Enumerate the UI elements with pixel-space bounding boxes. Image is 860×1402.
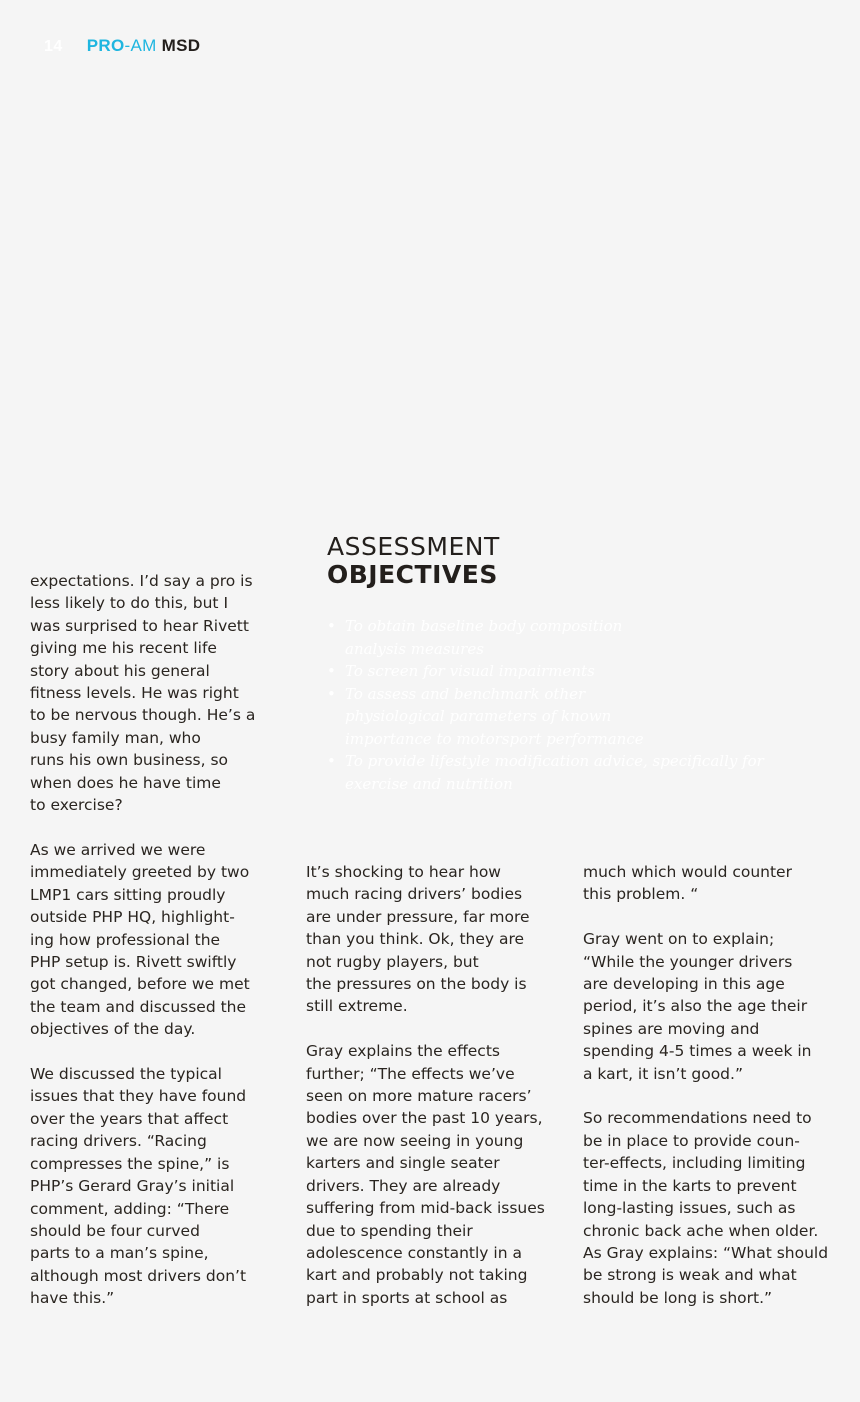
article-column-2: It’s shocking to hear how much racing drivers’ bodies are under pressure, far more than you think. Ok, they are not rugby players, but the pressures on the body is still extreme. Gray explains the effects further; “The effects we’ve seen on more mature racers’ bodies over the past 10 years, we are now seeing in young karters and single seater drivers. They are already suffering from mid-back issues due to spending their adolescence constantly in a kart and probably not taking part in sports at school as xyxy=(306,863,545,1307)
objective-item xyxy=(327,750,787,795)
objectives-list xyxy=(327,615,787,795)
objective-item xyxy=(327,615,787,660)
objective-text: To provide lifestyle modification advice, specifically for exercise and nutrition xyxy=(345,752,764,793)
bullet-icon: • xyxy=(327,684,336,703)
section-heading xyxy=(327,533,500,589)
bullet-icon: • xyxy=(327,752,336,770)
objective-item xyxy=(327,683,787,751)
heading-line-objectives: OBJECTIVES xyxy=(327,560,498,589)
brand-pro: PRO xyxy=(86,36,125,55)
bullet-icon: • xyxy=(327,617,336,635)
objective-text: To screen for visual impairments xyxy=(345,662,595,680)
objective-text: To obtain baseline body composition analysis measures xyxy=(345,617,623,658)
brand-am: AM xyxy=(130,36,157,55)
brand-dash: - xyxy=(124,36,131,55)
heading-line-assessment: ASSESSMENT xyxy=(327,532,500,561)
brand-logo xyxy=(87,36,201,56)
page-number: 14 xyxy=(44,38,63,55)
brand-msd: MSD xyxy=(161,36,201,55)
article-column-3: much which would counter this problem. “ Gray went on to explain; “While the younger drivers are developing in this age period, it’s also the age their spines are moving and spending 4-5 times a week in a kart, it isn’t good.” So recommendations need to be in place to provide coun- ter-effects, including limiting time in the karts to prevent long-lasting issues, such as chronic back ache when older. As Gray explains: “What should be strong is weak and what should be long is short.” xyxy=(583,863,829,1307)
objective-text: To assess and benchmark other physiological parameters of known importance to motorsport performance xyxy=(345,684,644,748)
bullet-icon: • xyxy=(327,662,336,680)
article-column-1-bottom: As we arrived we were immediately greeted by two LMP1 cars sitting proudly outside PHP HQ, highlight- ing how professional the PHP setup is. Rivett swiftly got changed, before we met the team and discussed the objectives of the day. We discussed the typical issues that they have found over the years that affect racing drivers. “Racing compresses the spine,” is PHP’s Gerard Gray’s initial comment, adding: “There should be four curved parts to a man’s spine, although most drivers don’t have this.” xyxy=(30,841,250,1308)
page-header xyxy=(44,36,200,58)
article-column-1-top: expectations. I’d say a pro is less likely to do this, but I was surprised to hear Rivett giving me his recent life story about his general fitness levels. He was right to be nervous though. He’s a busy family man, who runs his own business, so when does he have time to exercise? xyxy=(30,572,256,815)
objective-item xyxy=(327,660,787,683)
